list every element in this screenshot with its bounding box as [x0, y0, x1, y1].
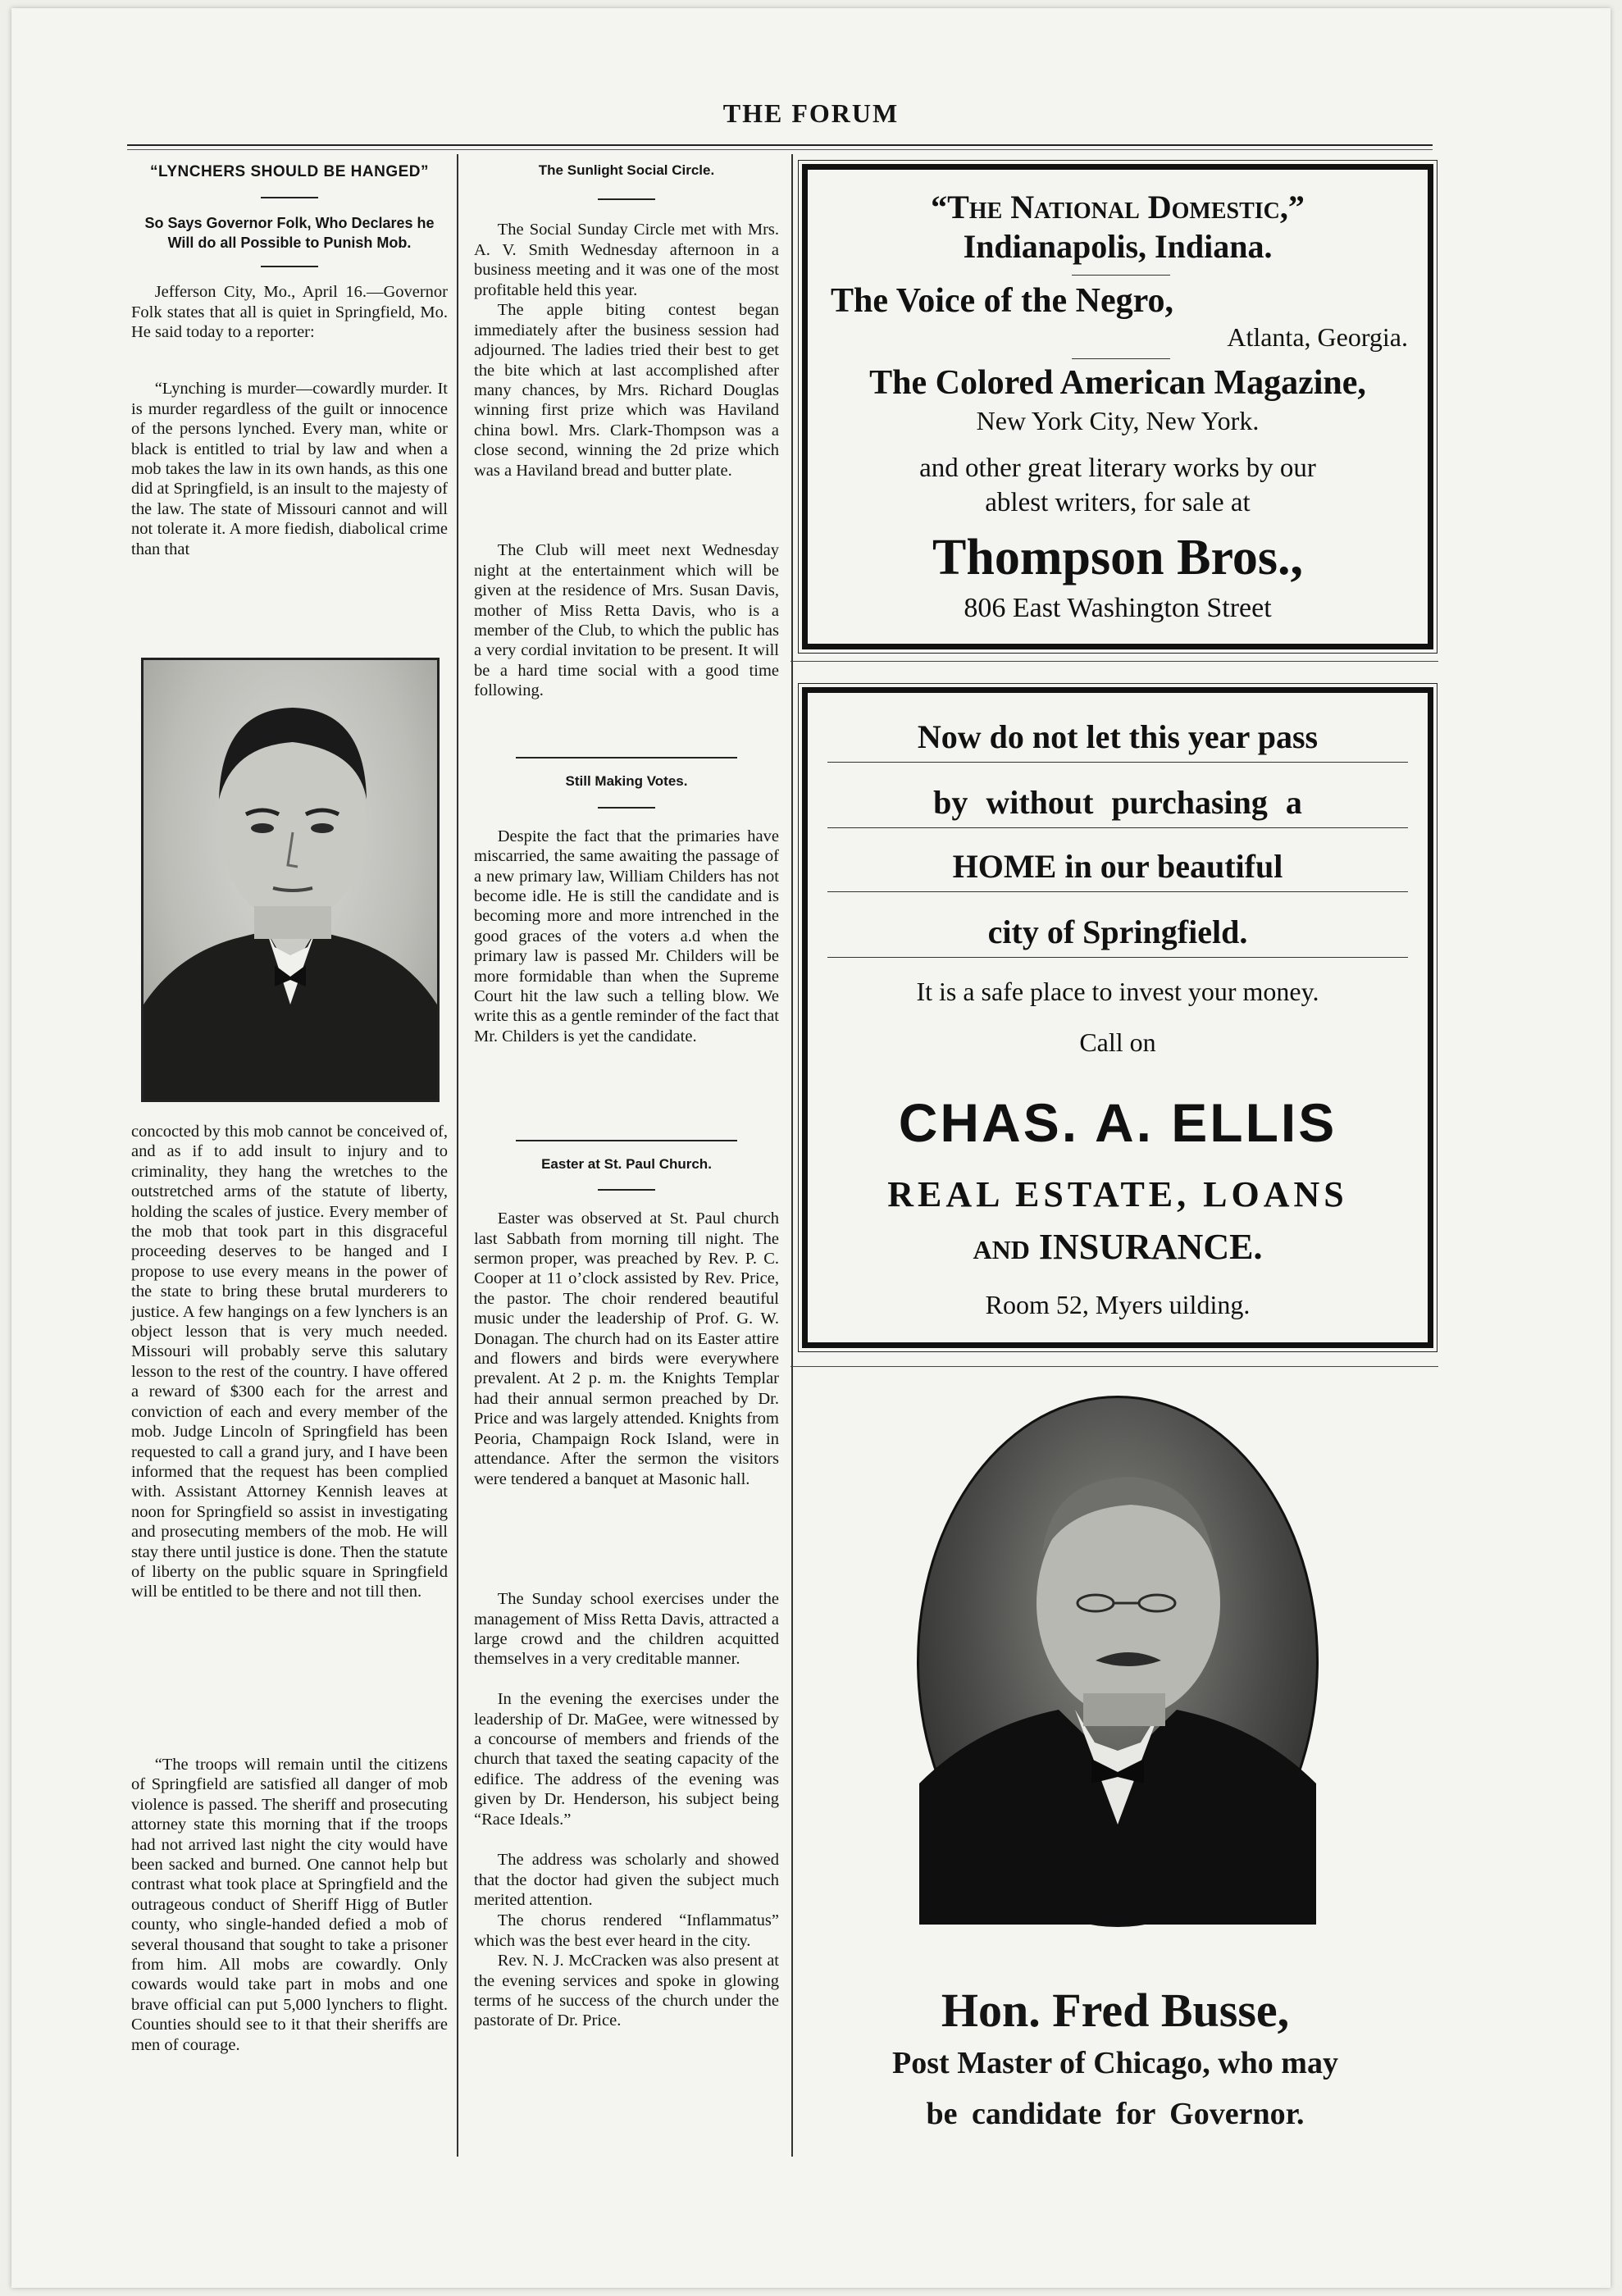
ad-word-and: AND	[973, 1235, 1030, 1264]
ad-line-colored-american: The Colored American Magazine,	[869, 364, 1366, 402]
ad-line-room: Room 52, Myers uilding.	[985, 1290, 1251, 1319]
subhead-rule	[261, 266, 318, 267]
ad-line-indianapolis: Indianapolis, Indiana.	[963, 228, 1273, 265]
column-divider-2	[791, 154, 793, 2157]
ad-divider	[827, 891, 1408, 892]
ad-line-national-domestic: “The National Domestic,”	[931, 189, 1305, 226]
masthead-rule-thin	[127, 149, 1433, 150]
article-paragraph: The chorus rendered “Inflammatus” which was the best ever heard in the city.	[474, 1911, 779, 1950]
caption-fred-busse-name: Hon. Fred Busse,	[941, 1984, 1290, 2037]
ad-divider	[827, 827, 1408, 828]
article-paragraph: The Club will meet next Wednesday night at the entertainment which will be given at the residence of Mrs. Susan Davis, mother of Miss Retta Davis, who is a member of the Club, to which the public has a very cordial invitation to be present. It will be a hard time social with a good time following.	[474, 541, 779, 700]
ad-line-real-estate: REAL ESTATE, LOANS	[887, 1174, 1348, 1214]
ad-line-new-york: New York City, New York.	[976, 406, 1260, 435]
portrait-fred-busse-image	[919, 1398, 1316, 1925]
ad-separator	[790, 1366, 1438, 1367]
article-paragraph: “The troops will remain until the citizens of Springfield are satisfied all danger of mob violence is passed. The sheriff and prosecuting attorney state this morning that if the troops had not arrived last night the city would have been sacked and burned. One cannot help but contrast what took place at Springfield and the outrageous conduct of Sheriff Higg of Butler county, who single-handed defied a mob of several thousand that sought to take a prisoner from him. All mobs are cowardly. Only cowards would take part in mobs and one brave official can put 5,000 lynchers to flight. Counties should see to it that their sheriffs are men of courage.	[131, 1756, 448, 2054]
ad-line-home: HOME in our beautiful	[952, 848, 1283, 885]
ad-separator	[790, 661, 1438, 662]
headline-rule	[598, 1189, 655, 1191]
ad-line-literary-works: and other great literary works by our	[919, 453, 1316, 483]
portrait-governor-folk	[141, 658, 440, 1102]
article-paragraph: Rev. N. J. McCracken was also present at the evening services and spoke in glowing terms of he success of the church under the pastorate of Dr. Price.	[474, 1952, 779, 2030]
advertisement-chas-ellis	[802, 687, 1433, 1348]
article-headline-still-making-votes: Still Making Votes.	[565, 773, 688, 790]
article-headline-easter-st-paul: Easter at St. Paul Church.	[541, 1155, 712, 1172]
ad-line-without-purchasing: by without purchasing a	[933, 784, 1302, 821]
section-rule	[516, 1140, 737, 1141]
article-paragraph: Easter was observed at St. Paul church last Sabbath from morning till night. The sermon proper, was preached by Rev. P. C. Cooper at 11 o’clock assisted by Rev. Price, the pastor. The choir rendered beautiful music under the leadership of Prof. G. W. Donagan. The church had on its Easter attire and flowers and birds were everywhere prevalent. At 2 p. m. the Knights Templar had their annual sermon preached by Dr. Price and was largely attended. Knights from Peoria, Champaign Rock Island, were in attendance. After the sermon the visitors were tendered a banquet at Masonic hall.	[474, 1210, 779, 1488]
article-headline-lynchers: “LYNCHERS SHOULD BE HANGED”	[149, 163, 430, 180]
masthead-rule	[127, 144, 1433, 146]
ad-line-ablest-writers: ablest writers, for sale at	[985, 488, 1251, 517]
ad-divider	[1072, 275, 1170, 276]
ad-line-chas-ellis: CHAS. A. ELLIS	[898, 1092, 1337, 1153]
column-divider-1	[457, 154, 458, 2157]
ad-line-call-on: Call on	[1079, 1027, 1156, 1057]
portrait-governor-folk-image	[144, 660, 437, 1100]
article-subhead: So Says Governor Folk, Who Declares he Will do all Possible to Punish Mob.	[144, 215, 435, 252]
article-paragraph: The Sunday school exercises under the management of Miss Retta Davis, attracted a large crowd and the children acquitted themselves in a very creditable manner.	[474, 1590, 779, 1669]
article-paragraph: In the evening the exercises under the leadership of Dr. MaGee, were witnessed by a concourse of members and friends of the church that taxed the seating capacity of the edifice. The address of the evening was given by Dr. Henderson, his subject being “Race Ideals.”	[474, 1690, 779, 1829]
article-paragraph: The apple biting contest began immediately after the business session had adjourned. The ladies tried their best to get the bite which at last accomplished after many chances, by Mrs. Richard Douglas winning first prize which was Haviland china bowl. Mrs. Clark-Thompson was a close second, winning the 2d prize which was a Haviland bread and butter plate.	[474, 301, 779, 480]
article-paragraph: Despite the fact that the primaries have miscarried, the same awaiting the passage of a new primary law, William Childers has not become idle. He is still the candidate and is becoming more and more intrenched in the good graces of the voters a.d when the primary law is passed Mr. Childers will be more formidable than when the Supreme Court hit the law such a telling blow. We write this as a gentle reminder of the fact that Mr. Childers is yet the candidate.	[474, 827, 779, 1046]
portrait-fred-busse	[917, 1396, 1319, 1927]
article-paragraph: concocted by this mob cannot be conceived of, and as if to add insult to injury and to criminality, they hang the wretches to the outstretched arms of the statute of liberty, holding the scales of justice. Every member of the mob that took part in this disgraceful proceeding deserves to be hanged and I propose to use every means in the power of the state to bring these brutal murderers to justice. A few hangings on a few lynchers is an object lesson that is very much needed. Missouri will probably serve this salutary lesson to the rest of the country. I have offered a reward of $300 each for the arrest and conviction of each and every member of the mob. Judge Lincoln of Springfield has been requested to call a grand jury, and I have been informed that the request has been complied with. Assistant Attorney Kennish leaves at noon for Springfield so assist in investigating and prosecuting members of the mob. He will stay there until justice is done. Then the statute of liberty on the public square in Springfield will be entitled to be there and not till then.	[131, 1123, 448, 1601]
ad-line-atlanta: Atlanta, Georgia.	[1227, 322, 1408, 352]
column-1-top	[131, 162, 448, 622]
ad-line-year-pass: Now do not let this year pass	[917, 718, 1319, 755]
ad-line-springfield: city of Springfield.	[987, 913, 1248, 950]
column-1-bottom	[131, 1122, 448, 2155]
section-rule	[516, 757, 737, 758]
ad-divider	[827, 957, 1408, 958]
ad-line-insurance	[808, 1226, 1428, 1268]
article-paragraph: Jefferson City, Mo., April 16.—Governor Folk states that all is quiet in Springfield, Mo. He said today to a reporter:	[131, 283, 448, 342]
masthead: THE FORUM	[722, 98, 900, 128]
ad-divider	[827, 762, 1408, 763]
ad-line-safe-place: It is a safe place to invest your money.	[916, 977, 1319, 1006]
ad-divider	[1072, 358, 1170, 359]
article-paragraph: The address was scholarly and showed that the doctor had given the subject much merited attention.	[474, 1851, 779, 1910]
headline-rule	[598, 198, 655, 200]
ad-line-voice-of-negro: The Voice of the Negro,	[831, 282, 1174, 320]
article-paragraph: “Lynching is murder—cowardly murder. It is murder regardless of the guilt or innocence of the persons lynched. Every man, white or black is entitled to trial by law and when a mob takes the law in its own hands, as this one did at Springfield, is an insult to the majesty of the law. The state of Missouri cannot and will not tolerate it. A more fiedish, diabolical crime than that	[131, 380, 448, 558]
headline-rule	[261, 197, 318, 198]
caption-fred-busse-governor: be candidate for Governor.	[926, 2097, 1305, 2131]
ad-word-insurance: INSURANCE.	[1038, 1227, 1263, 1267]
ad-line-washington-street: 806 East Washington Street	[964, 593, 1272, 623]
caption-fred-busse-title: Post Master of Chicago, who may	[892, 2046, 1338, 2080]
article-paragraph: The Social Sunday Circle met with Mrs. A. V. Smith Wednesday afternoon in a business meeting and it was one of the most profitable held this year.	[474, 221, 779, 299]
headline-rule	[598, 807, 655, 809]
article-headline-sunlight-social-circle: The Sunlight Social Circle.	[538, 162, 715, 178]
advertisement-thompson-bros	[802, 164, 1433, 649]
ad-line-thompson-bros: Thompson Bros.,	[932, 530, 1303, 585]
column-2	[474, 161, 779, 2030]
